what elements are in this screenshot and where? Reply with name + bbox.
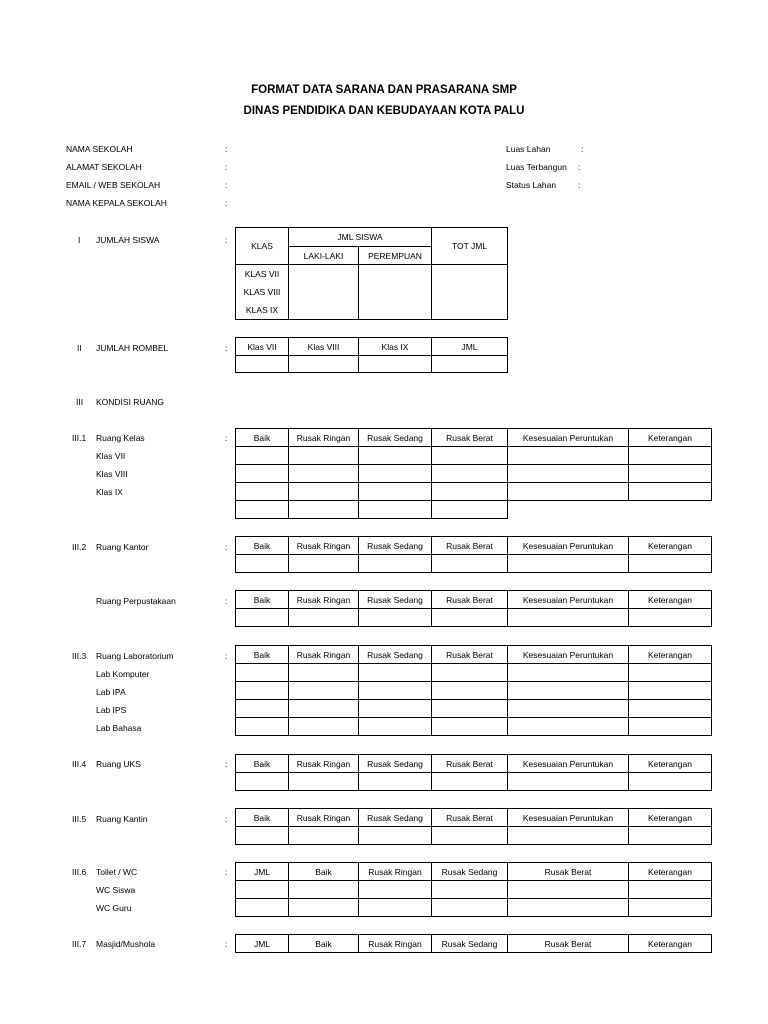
input-cell[interactable] [359,609,432,627]
label-email-web: EMAIL / WEB SEKOLAH [66,180,161,190]
header-rusak-ringan: Rusak Ringan [289,809,359,827]
section-number: III.2 [72,542,87,552]
input-cell[interactable] [432,881,508,899]
input-cell[interactable] [629,718,712,736]
section-label-ruang-laboratorium: Ruang Laboratorium [96,651,174,661]
input-cell[interactable] [432,447,508,465]
header-baik: Baik [236,646,289,664]
ruang-kantin-table [235,808,712,845]
input-cell[interactable] [508,899,629,917]
header-rusak-ringan: Rusak Ringan [359,935,432,953]
input-cell[interactable] [629,881,712,899]
input-cell[interactable] [508,718,629,736]
input-cell[interactable] [359,356,432,373]
header-rusak-sedang: Rusak Sedang [359,646,432,664]
header-kesesuaian: Kesesuaian Peruntukan [508,646,629,664]
header-keterangan: Keterangan [629,755,712,773]
input-cell[interactable] [359,700,432,718]
header-keterangan: Keterangan [629,429,712,447]
header-rusak-sedang: Rusak Sedang [359,755,432,773]
header-rusak-berat: Rusak Berat [508,863,629,881]
header-baik: Baik [236,755,289,773]
label-status-lahan: Status Lahan [506,180,557,190]
label-nama-kepala: NAMA KEPALA SEKOLAH [66,198,167,208]
input-cell[interactable] [629,827,712,845]
input-cell[interactable] [236,827,289,845]
header-rusak-sedang: Rusak Sedang [359,429,432,447]
input-cell[interactable] [289,356,359,373]
header-rusak-sedang: Rusak Sedang [432,863,508,881]
input-cell[interactable] [289,265,359,320]
input-cell[interactable] [432,700,508,718]
input-cell[interactable] [629,682,712,700]
colon: : [225,162,228,172]
header-rusak-berat: Rusak Berat [508,935,629,953]
ruang-uks-table [235,754,712,791]
input-cell[interactable] [359,718,432,736]
sub-label: Lab IPA [96,687,126,697]
input-cell[interactable] [629,700,712,718]
klas-row-label: KLAS VII [244,269,280,279]
header-klas-viii: Klas VIII [289,338,359,356]
header-rusak-ringan: Rusak Ringan [289,755,359,773]
header-rusak-sedang: Rusak Sedang [359,537,432,555]
input-cell[interactable] [236,881,289,899]
input-cell[interactable] [359,827,432,845]
sub-label: Lab Bahasa [96,723,142,733]
section-label-kondisi-ruang: KONDISI RUANG [96,397,165,407]
colon: : [578,180,581,190]
input-cell[interactable] [289,773,359,791]
header-keterangan: Keterangan [629,809,712,827]
header-rusak-ringan: Rusak Ringan [289,429,359,447]
colon: : [225,759,228,769]
input-cell[interactable] [432,827,508,845]
section-label-ruang-kantin: Ruang Kantin [96,814,148,824]
colon: : [225,343,228,353]
header-baik: Baik [236,429,289,447]
section-number: III.5 [72,814,87,824]
input-cell[interactable] [629,483,712,501]
form-title: FORMAT DATA SARANA DAN PRASARANA SMP [251,84,517,96]
section-number: III.4 [72,759,87,769]
header-baik: Baik [236,809,289,827]
sub-label: Lab Komputer [96,669,150,679]
header-keterangan: Keterangan [629,591,712,609]
header-baik: Baik [289,935,359,953]
section-label-ruang-perpustakaan: Ruang Perpustakaan [96,596,176,606]
header-rusak-sedang: Rusak Sedang [359,809,432,827]
input-cell[interactable] [359,881,432,899]
input-cell[interactable] [629,773,712,791]
input-cell[interactable] [289,465,359,483]
label-alamat-sekolah: ALAMAT SEKOLAH [66,162,142,172]
toilet-wc-table [235,862,712,917]
input-cell[interactable] [359,465,432,483]
input-cell[interactable] [508,447,629,465]
colon: : [225,180,228,190]
masjid-mushola-table [235,934,712,953]
header-keterangan: Keterangan [629,537,712,555]
label-luas-terbangun: Luas Terbangun [506,162,567,172]
section-label-ruang-kelas: Ruang Kelas [96,433,145,443]
header-kesesuaian: Kesesuaian Peruntukan [508,591,629,609]
label-luas-lahan: Luas Lahan [506,144,551,154]
header-jml: JML [236,935,289,953]
input-cell[interactable] [289,718,359,736]
input-cell[interactable] [432,718,508,736]
input-cell[interactable] [289,501,359,519]
colon: : [225,867,228,877]
colon: : [225,542,228,552]
input-cell[interactable] [508,664,629,682]
input-cell[interactable] [629,899,712,917]
colon: : [225,596,228,606]
input-cell[interactable] [236,465,289,483]
colon: : [225,814,228,824]
input-cell[interactable] [289,483,359,501]
header-jml: JML [236,863,289,881]
section-label-jumlah-rombel: JUMLAH ROMBEL [96,343,169,353]
input-cell[interactable] [359,773,432,791]
input-cell[interactable] [508,465,629,483]
input-cell[interactable] [508,827,629,845]
section-number: III.3 [72,651,87,661]
section-number: III.7 [72,939,87,949]
colon: : [578,162,581,172]
input-cell[interactable] [432,483,508,501]
input-cell[interactable] [289,881,359,899]
input-cell[interactable] [629,465,712,483]
header-baik: Baik [289,863,359,881]
ruang-perpustakaan-table [235,590,712,627]
input-cell[interactable] [359,447,432,465]
input-cell[interactable] [359,682,432,700]
input-cell[interactable] [236,555,289,573]
section-label-masjid-mushola: Masjid/Mushola [96,939,156,949]
input-cell[interactable] [359,501,432,519]
header-kesesuaian: Kesesuaian Peruntukan [508,809,629,827]
section-number: III [76,397,84,407]
input-cell[interactable] [432,664,508,682]
form-subtitle: DINAS PENDIDIKA DAN KEBUDAYAAN KOTA PALU [243,105,525,117]
header-klas-vii: Klas VII [236,338,289,356]
colon: : [225,433,228,443]
klas-row-label: KLAS IX [245,305,279,315]
header-rusak-sedang: Rusak Sedang [359,591,432,609]
sub-label: Klas IX [96,487,123,497]
colon: : [225,235,228,245]
input-cell[interactable] [629,447,712,465]
input-cell[interactable] [236,718,289,736]
header-baik: Baik [236,591,289,609]
input-cell[interactable] [289,555,359,573]
header-jml: JML [432,338,508,356]
input-cell[interactable] [236,501,289,519]
header-rusak-berat: Rusak Berat [432,537,508,555]
header-baik: Baik [236,537,289,555]
header-jml-siswa: JML SISWA [289,228,432,247]
input-cell[interactable] [629,555,712,573]
sub-label: Klas VIII [96,469,128,479]
header-rusak-berat: Rusak Berat [432,646,508,664]
header-rusak-ringan: Rusak Ringan [289,591,359,609]
input-cell[interactable] [359,483,432,501]
input-cell[interactable] [432,773,508,791]
colon: : [225,198,228,208]
input-cell[interactable] [508,700,629,718]
header-keterangan: Keterangan [629,935,712,953]
input-cell[interactable] [432,899,508,917]
ruang-laboratorium-table [235,645,712,736]
sub-label: Klas VII [96,451,126,461]
input-cell[interactable] [432,356,508,373]
header-rusak-berat: Rusak Berat [432,809,508,827]
input-cell[interactable] [359,265,432,320]
colon: : [581,144,584,154]
input-cell[interactable] [236,899,289,917]
input-cell[interactable] [236,356,289,373]
input-cell[interactable] [289,664,359,682]
input-cell[interactable] [289,682,359,700]
input-cell[interactable] [289,447,359,465]
input-cell[interactable] [236,483,289,501]
input-cell[interactable] [236,664,289,682]
section-number: II [77,343,82,353]
header-rusak-berat: Rusak Berat [432,429,508,447]
header-kesesuaian: Kesesuaian Peruntukan [508,537,629,555]
header-rusak-berat: Rusak Berat [432,755,508,773]
input-cell[interactable] [359,555,432,573]
label-nama-sekolah: NAMA SEKOLAH [66,144,133,154]
input-cell[interactable] [629,609,712,627]
input-cell[interactable] [236,609,289,627]
header-rusak-ringan: Rusak Ringan [289,537,359,555]
input-cell[interactable] [508,773,629,791]
header-tot-jml: TOT JML [432,228,508,265]
section-label-ruang-kantor: Ruang Kantor [96,542,149,552]
colon: : [225,144,228,154]
sub-label: WC Guru [96,903,132,913]
section-label-toilet-wc: Toilet / WC [96,867,138,877]
input-cell[interactable] [236,773,289,791]
input-cell[interactable] [432,265,508,320]
input-cell[interactable] [289,700,359,718]
input-cell[interactable] [359,664,432,682]
ruang-kantor-table [235,536,712,573]
input-cell[interactable] [432,465,508,483]
section-number: III.6 [72,867,87,877]
input-cell[interactable] [629,664,712,682]
input-cell[interactable] [289,827,359,845]
input-cell[interactable] [508,555,629,573]
input-cell[interactable] [432,501,508,519]
header-kesesuaian: Kesesuaian Peruntukan [508,429,629,447]
klas-row-label: KLAS VIII [243,287,281,297]
input-cell[interactable] [432,682,508,700]
sub-label: WC Siswa [96,885,136,895]
input-cell[interactable] [508,483,629,501]
input-cell[interactable] [289,609,359,627]
colon: : [225,939,228,949]
klas-list [236,265,289,320]
header-keterangan: Keterangan [629,646,712,664]
header-rusak-sedang: Rusak Sedang [432,935,508,953]
header-kesesuaian: Kesesuaian Peruntukan [508,755,629,773]
input-cell[interactable] [508,881,629,899]
colon: : [225,651,228,661]
header-rusak-ringan: Rusak Ringan [289,646,359,664]
input-cell[interactable] [359,899,432,917]
input-cell[interactable] [508,609,629,627]
input-cell[interactable] [236,447,289,465]
header-perempuan: PEREMPUAN [359,247,432,265]
header-klas-ix: Klas IX [359,338,432,356]
ruang-kelas-table [235,428,712,519]
header-rusak-berat: Rusak Berat [432,591,508,609]
section-label-jumlah-siswa: JUMLAH SISWA [96,235,160,245]
section-label-ruang-uks: Ruang UKS [96,759,141,769]
input-cell[interactable] [432,555,508,573]
sub-label: Lab IPS [96,705,127,715]
header-laki-laki: LAKI-LAKI [289,247,359,265]
input-cell[interactable] [289,899,359,917]
input-cell[interactable] [508,682,629,700]
input-cell[interactable] [236,682,289,700]
jumlah-siswa-table [235,227,508,320]
jumlah-rombel-table [235,337,508,373]
input-cell[interactable] [432,609,508,627]
input-cell[interactable] [236,700,289,718]
header-rusak-ringan: Rusak Ringan [359,863,432,881]
section-number: I [78,235,81,245]
header-keterangan: Keterangan [629,863,712,881]
section-number: III.1 [72,433,87,443]
header-klas: KLAS [236,228,289,265]
